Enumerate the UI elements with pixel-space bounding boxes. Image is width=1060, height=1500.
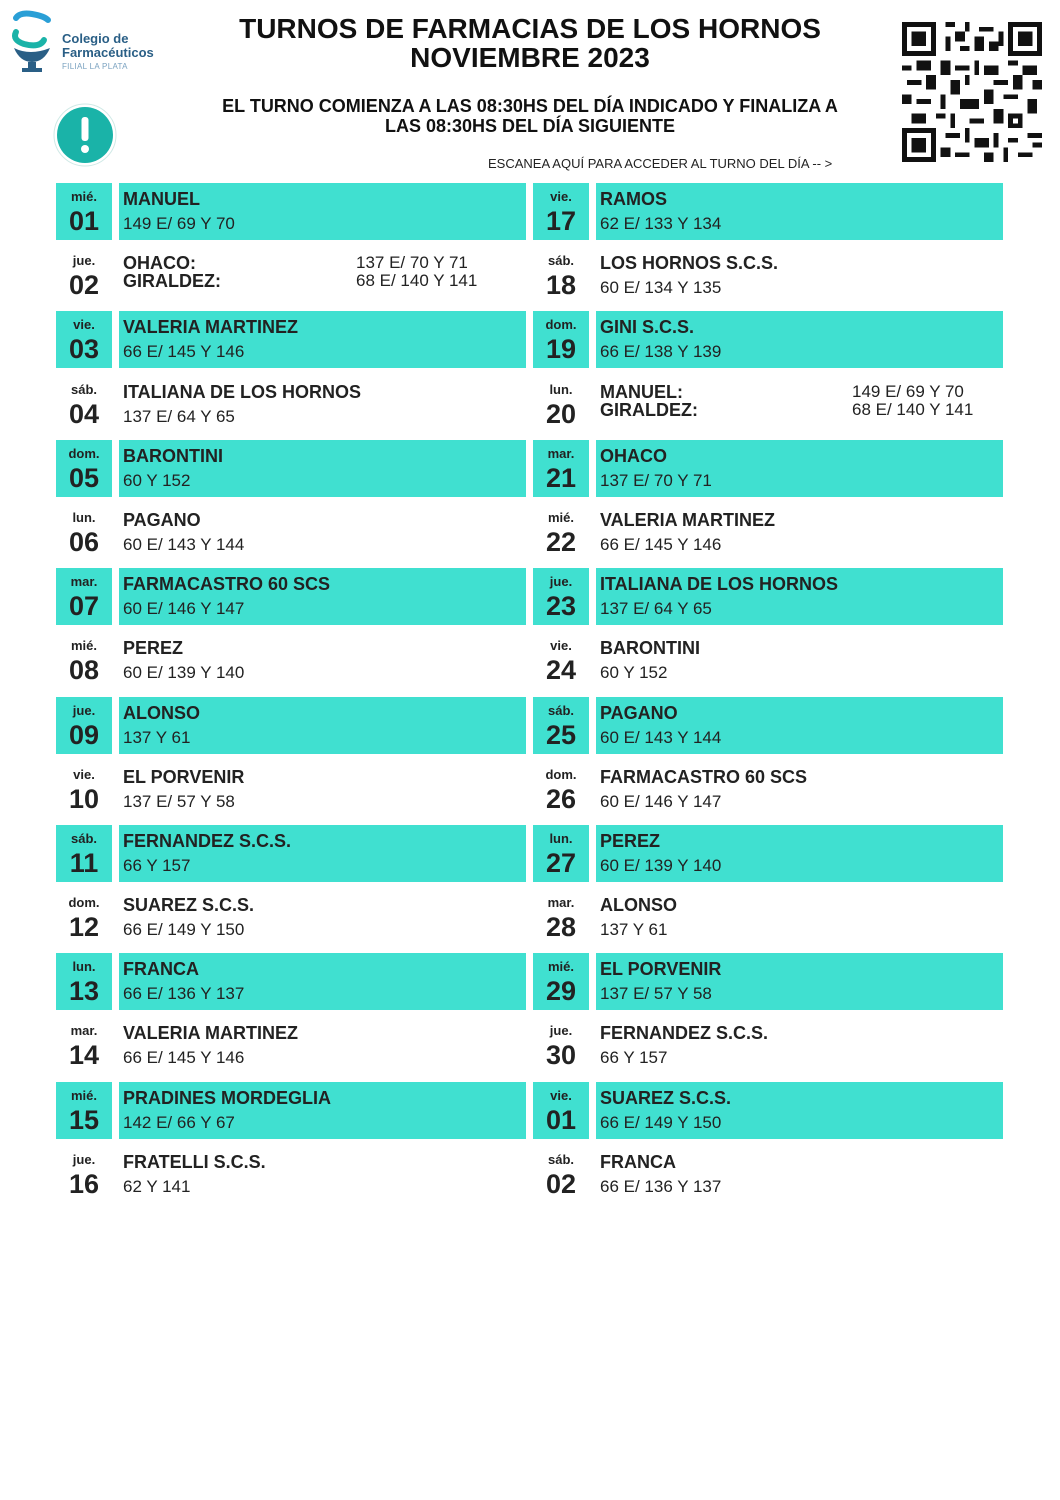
pharmacy-name: PAGANO	[123, 509, 201, 530]
pharmacy-cell	[596, 1146, 1003, 1203]
day-number: 26	[545, 783, 577, 814]
pharmacy-address: 137 E/ 64 Y 65	[600, 599, 712, 619]
schedule-row	[56, 1082, 526, 1146]
schedule-row	[56, 697, 526, 761]
schedule-row	[533, 632, 1003, 696]
weekday-label: mié.	[70, 1087, 97, 1103]
pharmacy-logo	[10, 10, 180, 74]
pharmacy-name: VALERIA MARTINEZ	[123, 317, 298, 338]
pharmacy-address: 60 E/ 139 Y 140	[123, 663, 245, 683]
day-number: 01	[68, 206, 100, 236]
pharmacy-cell	[596, 889, 1003, 946]
page-title	[200, 14, 860, 72]
schedule-column-right	[533, 183, 1003, 1210]
date-cell	[56, 504, 112, 561]
date-cell	[533, 1017, 589, 1074]
pharmacy-name: OHACO:	[123, 253, 196, 274]
schedule-notice	[185, 96, 875, 136]
pharmacy-cell	[596, 825, 1003, 882]
day-number: 12	[68, 912, 100, 943]
pharmacy-name: ITALIANA DE LOS HORNOS	[600, 574, 838, 595]
qr-code-icon[interactable]	[902, 22, 1042, 162]
pharmacy-cell	[596, 568, 1003, 625]
dual-pharmacy	[600, 383, 995, 419]
date-cell	[533, 1082, 589, 1139]
pharmacy-name: EL PORVENIR	[600, 959, 722, 980]
date-cell	[56, 1017, 112, 1074]
pharmacy-address-2: 68 E/ 140 Y 141	[356, 271, 478, 291]
scan-hint: ESCANEA AQUÍ PARA ACCEDER AL TURNO DEL DÍA -- >	[488, 156, 833, 171]
weekday-label: mié.	[547, 959, 574, 975]
schedule-row	[56, 311, 526, 375]
pharmacy-address-2: 68 E/ 140 Y 141	[852, 399, 974, 419]
pharmacy-cell	[119, 440, 526, 497]
pharmacy-address: 137 Y 61	[123, 727, 191, 747]
pharmacy-address: 66 E/ 145 Y 146	[600, 534, 722, 554]
weekday-label: jue.	[72, 253, 96, 269]
day-number: 20	[545, 398, 577, 429]
schedule-row	[56, 825, 526, 889]
pharmacy-cell	[596, 247, 1003, 304]
day-number: 28	[545, 912, 577, 943]
logo-line-1: Colegio de	[62, 31, 129, 46]
date-cell	[533, 376, 589, 433]
pharmacy-name: FARMACASTRO 60 SCS	[123, 574, 331, 595]
pharmacy-cell	[119, 568, 526, 625]
pharmacy-name: PEREZ	[123, 638, 184, 659]
weekday-label: vie.	[550, 638, 572, 654]
pharmacy-address: 60 E/ 143 Y 144	[600, 727, 722, 747]
date-cell	[56, 183, 112, 240]
weekday-label: dom.	[545, 766, 577, 782]
day-number: 05	[68, 462, 100, 493]
date-cell	[533, 247, 589, 304]
date-cell	[533, 311, 589, 368]
weekday-label: jue.	[549, 574, 573, 590]
schedule-row	[56, 247, 526, 311]
pharmacy-address: 149 E/ 69 Y 70	[852, 381, 964, 401]
pharmacy-address: 66 E/ 138 Y 139	[600, 342, 722, 362]
day-number: 13	[68, 976, 100, 1007]
date-cell	[533, 889, 589, 946]
pharmacy-name: FERNANDEZ S.C.S.	[600, 1023, 769, 1044]
pharmacy-name: GINI S.C.S.	[600, 317, 695, 338]
pharmacy-name: ITALIANA DE LOS HORNOS	[123, 381, 361, 402]
pharmacy-name: MANUEL:	[600, 381, 683, 402]
date-cell	[533, 504, 589, 561]
weekday-label: sáb.	[547, 253, 574, 269]
logo-line-3: FILIAL LA PLATA	[62, 62, 128, 71]
pharmacy-address: 66 E/ 136 Y 137	[600, 1176, 722, 1196]
pharmacy-cell	[596, 440, 1003, 497]
date-cell	[533, 1146, 589, 1203]
pharmacy-address: 137 E/ 57 Y 58	[123, 791, 235, 811]
day-number: 17	[545, 206, 577, 236]
weekday-label: mar.	[547, 445, 575, 461]
pharmacy-cell	[119, 889, 526, 946]
day-number: 23	[545, 591, 577, 622]
pharmacy-name: PRADINES MORDEGLIA	[123, 1087, 332, 1108]
pharmacy-cell	[596, 183, 1003, 240]
day-number: 11	[69, 847, 99, 878]
pharmacy-address: 60 E/ 139 Y 140	[600, 855, 722, 875]
pharmacy-cell	[596, 953, 1003, 1010]
pharmacy-name: VALERIA MARTINEZ	[123, 1023, 298, 1044]
schedule-row	[533, 311, 1003, 375]
schedule-row	[56, 1146, 526, 1210]
date-cell	[56, 440, 112, 497]
date-cell	[56, 247, 112, 304]
pharmacy-cell	[119, 1146, 526, 1203]
pharmacy-name: ALONSO	[123, 702, 201, 723]
pharmacy-address: 66 E/ 149 Y 150	[123, 920, 245, 940]
day-number: 04	[68, 398, 100, 429]
pharmacy-cell	[596, 1082, 1003, 1139]
schedule-row	[533, 889, 1003, 953]
pharmacy-cell	[119, 247, 526, 304]
weekday-label: vie.	[73, 766, 95, 782]
schedule-row	[533, 183, 1003, 247]
pharmacy-address: 66 E/ 145 Y 146	[123, 342, 245, 362]
weekday-label: vie.	[550, 189, 572, 204]
day-number: 18	[545, 270, 577, 301]
weekday-label: mar.	[547, 895, 575, 911]
pharmacy-name: OHACO	[600, 445, 667, 466]
day-number: 25	[545, 719, 577, 750]
weekday-label: mié.	[547, 509, 574, 525]
day-number: 07	[68, 591, 100, 622]
schedule-column-left	[56, 183, 526, 1210]
pharmacy-cell	[596, 632, 1003, 689]
day-number: 21	[545, 462, 577, 493]
pharmacy-address: 142 E/ 66 Y 67	[123, 1112, 235, 1132]
schedule-row	[533, 440, 1003, 504]
weekday-label: jue.	[549, 1023, 573, 1039]
pharmacy-cell	[596, 376, 1003, 433]
day-number: 03	[68, 334, 100, 365]
pharmacy-name: BARONTINI	[123, 445, 223, 466]
day-number: 10	[68, 783, 100, 814]
date-cell	[56, 568, 112, 625]
weekday-label: lun.	[72, 509, 96, 525]
schedule-row	[56, 183, 526, 247]
date-cell	[56, 761, 112, 818]
pharmacy-cell	[119, 825, 526, 882]
date-cell	[56, 697, 112, 754]
pharmacy-address: 149 E/ 69 Y 70	[123, 214, 235, 233]
weekday-label: lun.	[72, 959, 96, 975]
weekday-label: sáb.	[70, 381, 97, 397]
pharmacy-cell	[119, 697, 526, 754]
day-number: 15	[68, 1104, 100, 1135]
pharmacy-address: 60 Y 152	[600, 663, 668, 683]
day-number: 14	[68, 1040, 100, 1071]
date-cell	[56, 632, 112, 689]
schedule-row	[56, 761, 526, 825]
weekday-label: sáb.	[70, 830, 97, 846]
weekday-label: dom.	[545, 317, 577, 333]
pharmacy-address: 60 E/ 134 Y 135	[600, 278, 722, 298]
date-cell	[533, 697, 589, 754]
pharmacy-address: 66 Y 157	[600, 1048, 668, 1068]
pharmacy-address: 137 E/ 64 Y 65	[123, 406, 235, 426]
pharmacy-cell	[119, 504, 526, 561]
day-number: 16	[68, 1168, 100, 1199]
weekday-label: dom.	[68, 445, 100, 461]
date-cell	[533, 761, 589, 818]
pharmacy-address: 66 E/ 136 Y 137	[123, 984, 245, 1004]
pharmacy-cell	[596, 761, 1003, 818]
weekday-label: mié.	[70, 638, 97, 654]
date-cell	[56, 1146, 112, 1203]
schedule-row	[56, 889, 526, 953]
date-cell	[533, 825, 589, 882]
schedule-row	[533, 1082, 1003, 1146]
day-number: 22	[545, 526, 577, 557]
pharmacy-name: BARONTINI	[600, 638, 700, 659]
day-number: 02	[68, 270, 100, 301]
date-cell	[56, 376, 112, 433]
day-number: 08	[68, 655, 100, 686]
pharmacy-name: RAMOS	[600, 189, 667, 209]
logo-line-2: Farmacéuticos	[62, 45, 154, 60]
day-number: 27	[545, 847, 577, 878]
pharmacy-cell	[596, 1017, 1003, 1074]
schedule-row	[533, 697, 1003, 761]
pharmacy-name: PEREZ	[600, 830, 661, 851]
schedule-row	[56, 504, 526, 568]
weekday-label: sáb.	[547, 1151, 574, 1167]
date-cell	[56, 311, 112, 368]
pharmacy-name: FERNANDEZ S.C.S.	[123, 830, 292, 851]
weekday-label: mié.	[70, 189, 97, 204]
weekday-label: vie.	[73, 317, 95, 333]
day-number: 02	[545, 1168, 577, 1199]
pharmacy-cell	[119, 953, 526, 1010]
schedule-row	[56, 953, 526, 1017]
weekday-label: jue.	[72, 702, 96, 718]
date-cell	[56, 1082, 112, 1139]
schedule-row	[56, 440, 526, 504]
pharmacy-cell	[119, 1017, 526, 1074]
weekday-label: mar.	[70, 574, 98, 590]
pharmacy-cell	[119, 632, 526, 689]
weekday-label: lun.	[549, 830, 573, 846]
pharmacy-address: 66 Y 157	[123, 855, 191, 875]
pharmacy-address: 60 Y 152	[123, 470, 191, 490]
pharmacy-address: 66 E/ 149 Y 150	[600, 1112, 722, 1132]
schedule-row	[533, 953, 1003, 1017]
pharmacy-address: 60 E/ 146 Y 147	[600, 791, 722, 811]
pharmacy-address: 137 E/ 70 Y 71	[356, 253, 468, 273]
day-number: 01	[545, 1104, 577, 1135]
pharmacy-address: 137 Y 61	[600, 920, 668, 940]
date-cell	[56, 953, 112, 1010]
pharmacy-name: FRANCA	[600, 1151, 676, 1172]
weekday-label: jue.	[72, 1151, 96, 1167]
pharmacy-address: 62 E/ 133 Y 134	[600, 214, 722, 233]
pharmacy-address: 137 E/ 70 Y 71	[600, 470, 712, 490]
pharmacy-name: LOS HORNOS S.C.S.	[600, 253, 779, 274]
schedule-row	[56, 1017, 526, 1081]
weekday-label: sáb.	[547, 702, 574, 718]
pharmacy-cell	[119, 761, 526, 818]
schedule-row	[533, 825, 1003, 889]
pharmacy-address: 137 E/ 57 Y 58	[600, 984, 712, 1004]
weekday-label: dom.	[68, 895, 100, 911]
pharmacy-address: 66 E/ 145 Y 146	[123, 1048, 245, 1068]
pharmacy-cell	[119, 376, 526, 433]
weekday-label: vie.	[550, 1087, 572, 1103]
title-line-1: TURNOS DE FARMACIAS DE LOS HORNOS	[239, 13, 821, 44]
title-line-2: NOVIEMBRE 2023	[410, 42, 650, 73]
pharmacy-name: PAGANO	[600, 702, 678, 723]
day-number: 09	[68, 719, 100, 750]
date-cell	[56, 825, 112, 882]
pharmacy-name-2: GIRALDEZ:	[600, 399, 698, 420]
date-cell	[533, 632, 589, 689]
schedule-row	[56, 568, 526, 632]
schedule-row	[56, 632, 526, 696]
pharmacy-address: 62 Y 141	[123, 1176, 191, 1196]
pharmacy-cell	[596, 504, 1003, 561]
schedule-row	[533, 761, 1003, 825]
pharmacy-name: FRATELLI S.C.S.	[123, 1151, 266, 1172]
pharmacy-cell	[596, 311, 1003, 368]
schedule-row	[56, 376, 526, 440]
pharmacy-logo-icon	[10, 10, 66, 74]
pharmacy-name: FRANCA	[123, 959, 199, 980]
pharmacy-name: SUAREZ S.C.S.	[123, 895, 255, 916]
schedule-row	[533, 504, 1003, 568]
pharmacy-name: EL PORVENIR	[123, 766, 245, 787]
exclamation-icon	[53, 103, 117, 167]
day-number: 29	[545, 976, 577, 1007]
pharmacy-name: VALERIA MARTINEZ	[600, 509, 775, 530]
date-cell	[533, 183, 589, 240]
pharmacy-address: 60 E/ 143 Y 144	[123, 534, 245, 554]
pharmacy-name: ALONSO	[600, 895, 678, 916]
day-number: 19	[545, 334, 577, 365]
pharmacy-name: MANUEL	[123, 189, 200, 209]
weekday-label: lun.	[549, 381, 573, 397]
weekday-label: mar.	[70, 1023, 98, 1039]
pharmacy-cell	[119, 1082, 526, 1139]
schedule-row	[533, 1146, 1003, 1210]
dual-pharmacy	[123, 254, 518, 290]
schedule-row	[533, 247, 1003, 311]
schedule-row	[533, 376, 1003, 440]
pharmacy-name: SUAREZ S.C.S.	[600, 1087, 732, 1108]
date-cell	[533, 440, 589, 497]
day-number: 24	[545, 655, 577, 686]
pharmacy-cell	[596, 697, 1003, 754]
day-number: 06	[68, 526, 100, 557]
notice-line-2: LAS 08:30HS DEL DÍA SIGUIENTE	[384, 116, 676, 136]
pharmacy-name-2: GIRALDEZ:	[123, 271, 221, 292]
pharmacy-address: 60 E/ 146 Y 147	[123, 599, 245, 619]
date-cell	[533, 568, 589, 625]
notice-line-1: EL TURNO COMIENZA A LAS 08:30HS DEL DÍA INDICADO Y FINALIZA A	[222, 96, 838, 116]
date-cell	[56, 889, 112, 946]
pharmacy-cell	[119, 311, 526, 368]
pharmacy-cell	[119, 183, 526, 240]
schedule-row	[533, 1017, 1003, 1081]
day-number: 30	[545, 1040, 577, 1071]
schedule-row	[533, 568, 1003, 632]
pharmacy-name: FARMACASTRO 60 SCS	[600, 766, 808, 787]
date-cell	[533, 953, 589, 1010]
